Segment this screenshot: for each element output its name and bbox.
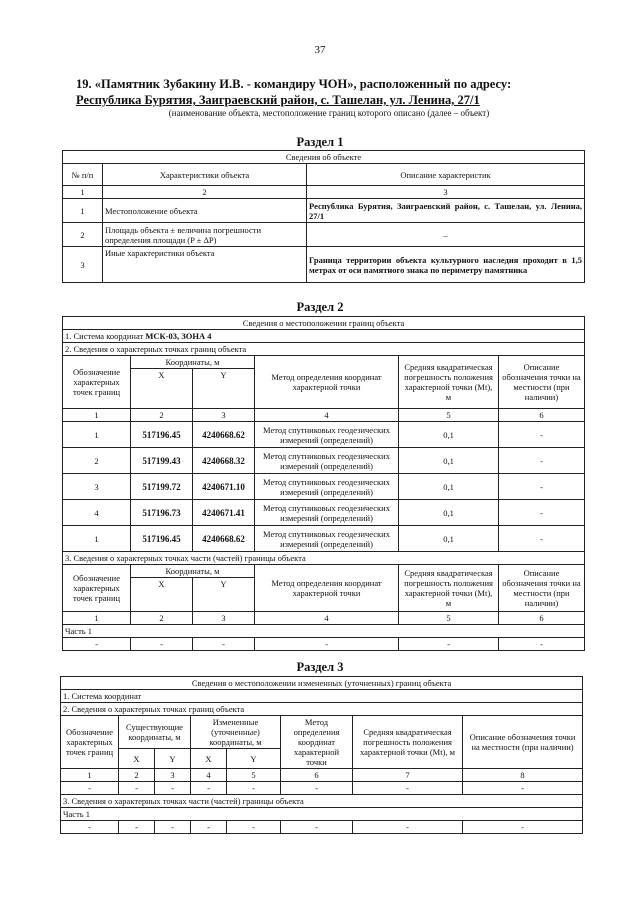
- empty-cell: -: [353, 821, 463, 834]
- section3-table-title: Сведения о местоположении измененных (уточненных) границ объекта: [61, 677, 583, 690]
- object-title-line1: 19. «Памятник Зубакину И.В. - командиру ЧОН», расположенный по адресу:: [76, 77, 512, 91]
- section3-table: [60, 676, 583, 834]
- empty-cell: -: [119, 782, 155, 795]
- page-number: 37: [314, 44, 326, 56]
- col-number-header: № п/п: [63, 164, 103, 186]
- point-description: -: [499, 500, 585, 526]
- point-description: -: [499, 474, 585, 500]
- description-header: Описание обозначения точки на местности (при наличии): [499, 356, 585, 409]
- x-header: X: [119, 749, 155, 769]
- point-x: 517196.45: [131, 422, 193, 448]
- empty-cell: -: [463, 782, 583, 795]
- object-title-line2: Республика Бурятия, Заиграевский район, с. Ташелан, ул. Ленина, 27/1: [76, 93, 480, 107]
- point-description: -: [499, 422, 585, 448]
- index-cell: 2: [119, 769, 155, 782]
- empty-cell: -: [155, 821, 191, 834]
- description-header: Описание обозначения точки на местности (при наличии): [499, 565, 585, 612]
- method-header: Метод определения координат характерной точки: [281, 716, 353, 769]
- empty-cell: -: [281, 782, 353, 795]
- index-cell: 1: [63, 612, 131, 625]
- coord-system-row: [63, 330, 585, 343]
- subsection-title: 3. Сведения о характерных точках части (частей) границы объекта: [61, 795, 583, 808]
- method-header: Метод определения координат характерной точки: [255, 356, 399, 409]
- subsection-title: 2. Сведения о характерных точках границ объекта: [63, 343, 585, 356]
- empty-cell: -: [191, 821, 227, 834]
- row-number: 3: [63, 247, 103, 283]
- row-characteristic: Иные характеристики объекта: [103, 247, 307, 283]
- point-y: 4240668.32: [193, 448, 255, 474]
- empty-cell: -: [499, 638, 585, 651]
- index-cell: 1: [63, 409, 131, 422]
- part-label: Часть 1: [63, 625, 585, 638]
- x-header: X: [131, 578, 193, 612]
- index-cell: 7: [353, 769, 463, 782]
- index-cell: 8: [463, 769, 583, 782]
- point-header: Обозначение характерных точек границ: [63, 356, 131, 409]
- index-cell: 4: [255, 409, 399, 422]
- point-error: 0,1: [399, 422, 499, 448]
- existing-coords-header: Существующие координаты, м: [119, 716, 191, 749]
- index-cell: 6: [499, 612, 585, 625]
- point-error: 0,1: [399, 474, 499, 500]
- point-y: 4240671.10: [193, 474, 255, 500]
- empty-cell: -: [119, 821, 155, 834]
- empty-cell: -: [281, 821, 353, 834]
- object-caption: (наименование объекта, местоположение границ которого описано (далее – объект): [168, 108, 490, 118]
- table-row: [63, 422, 585, 448]
- point-x: 517196.73: [131, 500, 193, 526]
- empty-cell: -: [399, 638, 499, 651]
- table-row: [63, 199, 585, 223]
- index-cell: 3: [307, 186, 585, 199]
- point-y: 4240671.41: [193, 500, 255, 526]
- table-row: [61, 821, 583, 834]
- point-error: 0,1: [399, 500, 499, 526]
- point-error: 0,1: [399, 526, 499, 552]
- empty-cell: -: [227, 821, 281, 834]
- coords-header: Координаты, м: [131, 565, 255, 578]
- subsection-title: 2. Сведения о характерных точках границ объекта: [61, 703, 583, 716]
- point-description: -: [499, 448, 585, 474]
- point-y: 4240668.62: [193, 526, 255, 552]
- empty-cell: -: [61, 782, 119, 795]
- y-header: Y: [155, 749, 191, 769]
- empty-cell: -: [227, 782, 281, 795]
- table-row: [61, 782, 583, 795]
- point-error: 0,1: [399, 448, 499, 474]
- section1-heading: Раздел 1: [296, 135, 344, 149]
- point-y: 4240668.62: [193, 422, 255, 448]
- index-cell: 6: [499, 409, 585, 422]
- point-number: 2: [63, 448, 131, 474]
- table-row: [63, 448, 585, 474]
- index-cell: 2: [103, 186, 307, 199]
- coord-system-label: 1. Система координат: [65, 331, 144, 341]
- subsection-title: 3. Сведения о характерных точках части (частей) границы объекта: [63, 552, 585, 565]
- row-description: Граница территории объекта культурного наследия проходит в 1,5 метрах от оси памятного знака по периметру памятника: [307, 247, 585, 283]
- row-characteristic: Площадь объекта ± величина погрешности определения площади (P ± ΔP): [103, 223, 307, 247]
- section2-table-title: Сведения о местоположении границ объекта: [63, 317, 585, 330]
- point-number: 1: [63, 422, 131, 448]
- object-title: [76, 76, 582, 108]
- coords-header: Координаты, м: [131, 356, 255, 369]
- index-cell: 2: [131, 612, 193, 625]
- table-row: [63, 638, 585, 651]
- method-header: Метод определения координат характерной точки: [255, 565, 399, 612]
- section2-table: [62, 316, 585, 651]
- error-header: Средняя квадратическая погрешность положения характерной точки (Mt), м: [353, 716, 463, 769]
- section3-heading: Раздел 3: [296, 660, 344, 674]
- index-cell: 5: [399, 612, 499, 625]
- table-row: [63, 500, 585, 526]
- table-row: [63, 474, 585, 500]
- x-header: X: [191, 749, 227, 769]
- section2-heading: Раздел 2: [296, 300, 344, 314]
- y-header: Y: [193, 578, 255, 612]
- empty-cell: -: [63, 638, 131, 651]
- part-label: Часть 1: [61, 808, 583, 821]
- error-header: Средняя квадратическая погрешность положения характерной точки (Mt), м: [399, 356, 499, 409]
- index-cell: 3: [193, 409, 255, 422]
- description-header: Описание обозначения точки на местности (при наличии): [463, 716, 583, 769]
- point-method: Метод спутниковых геодезических измерений (определений): [255, 474, 399, 500]
- index-cell: 1: [63, 186, 103, 199]
- section1-table-title: Сведения об объекте: [63, 151, 585, 164]
- empty-cell: -: [191, 782, 227, 795]
- y-header: Y: [227, 749, 281, 769]
- point-number: 1: [63, 526, 131, 552]
- table-row: [63, 223, 585, 247]
- empty-cell: -: [193, 638, 255, 651]
- point-number: 4: [63, 500, 131, 526]
- point-x: 517196.45: [131, 526, 193, 552]
- empty-cell: -: [463, 821, 583, 834]
- point-number: 3: [63, 474, 131, 500]
- index-cell: 3: [155, 769, 191, 782]
- error-header: Средняя квадратическая погрешность положения характерной точки (Mt), м: [399, 565, 499, 612]
- empty-cell: -: [255, 638, 399, 651]
- index-cell: 1: [61, 769, 119, 782]
- point-header: Обозначение характерных точек границ: [63, 565, 131, 612]
- index-cell: 2: [131, 409, 193, 422]
- index-cell: 4: [191, 769, 227, 782]
- empty-cell: -: [155, 782, 191, 795]
- x-header: X: [131, 369, 193, 409]
- row-description: –: [307, 223, 585, 247]
- col-characteristics-header: Характеристики объекта: [103, 164, 307, 186]
- row-number: 2: [63, 223, 103, 247]
- point-method: Метод спутниковых геодезических измерений (определений): [255, 448, 399, 474]
- point-description: -: [499, 526, 585, 552]
- empty-cell: -: [131, 638, 193, 651]
- point-method: Метод спутниковых геодезических измерений (определений): [255, 526, 399, 552]
- index-cell: 4: [255, 612, 399, 625]
- index-cell: 5: [399, 409, 499, 422]
- table-row: [63, 526, 585, 552]
- index-cell: 6: [281, 769, 353, 782]
- index-cell: 5: [227, 769, 281, 782]
- row-characteristic: Местоположение объекта: [103, 199, 307, 223]
- point-x: 517199.72: [131, 474, 193, 500]
- coord-system-row: 1. Система координат: [61, 690, 583, 703]
- coord-system-value: МСК-03, ЗОНА 4: [145, 331, 212, 341]
- empty-cell: -: [61, 821, 119, 834]
- table-row: [63, 247, 585, 283]
- point-method: Метод спутниковых геодезических измерений (определений): [255, 422, 399, 448]
- y-header: Y: [193, 369, 255, 409]
- row-description: Республика Бурятия, Заиграевский район, с. Ташелан, ул. Ленина, 27/1: [307, 199, 585, 223]
- empty-cell: -: [353, 782, 463, 795]
- point-method: Метод спутниковых геодезических измерений (определений): [255, 500, 399, 526]
- point-header: Обозначение характерных точек границ: [61, 716, 119, 769]
- point-x: 517199.43: [131, 448, 193, 474]
- changed-coords-header: Измененные (уточненные) координаты, м: [191, 716, 281, 749]
- index-cell: 3: [193, 612, 255, 625]
- col-description-header: Описание характеристик: [307, 164, 585, 186]
- row-number: 1: [63, 199, 103, 223]
- section1-table: [62, 150, 585, 283]
